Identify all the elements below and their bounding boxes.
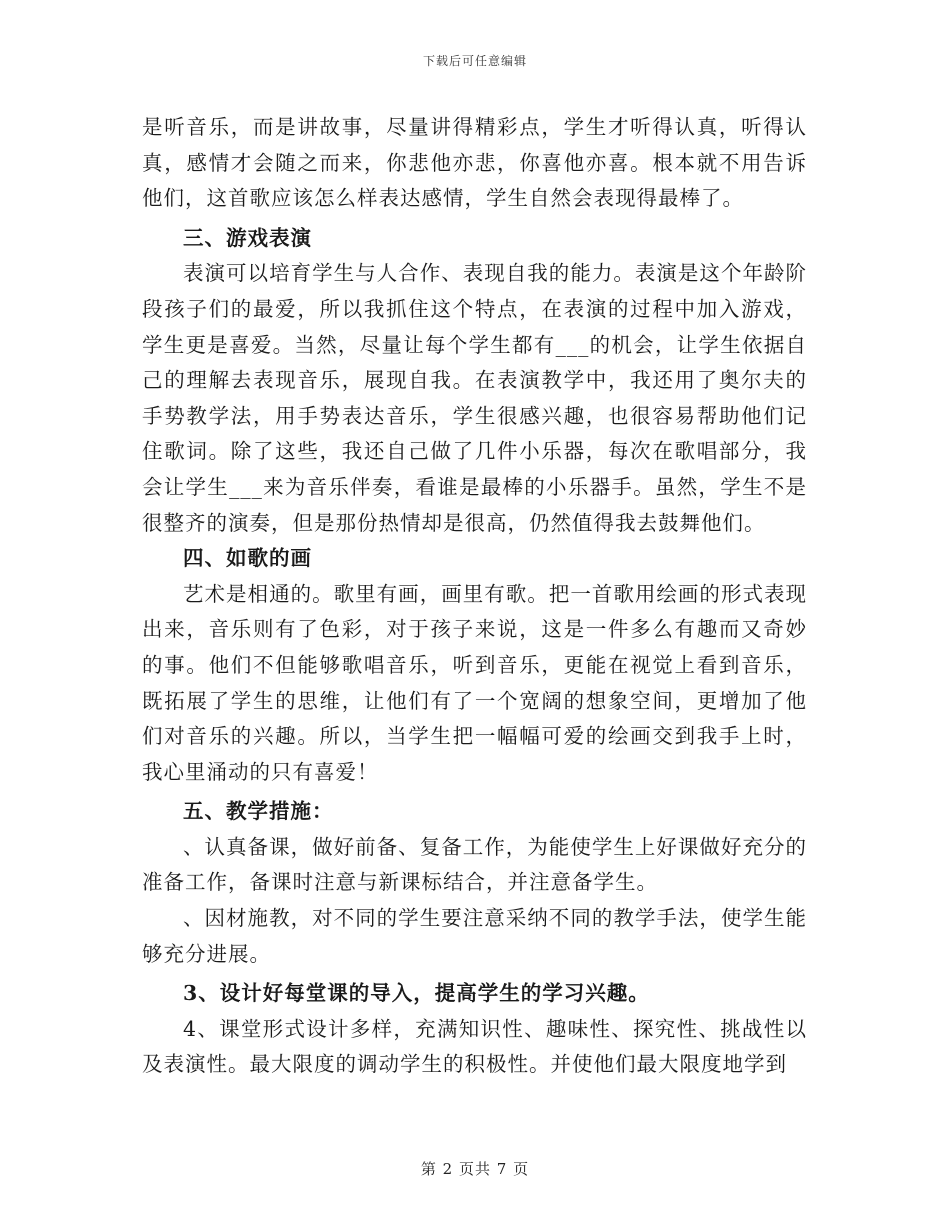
section-heading-song-painting: 四、如歌的画 <box>183 546 312 571</box>
paragraph-song-painting: 艺术是相通的。歌里有画，画里有歌。把一首歌用绘画的形式表现出来，音乐则有了色彩，对于孩子来说，这是一件多么有趣而又奇妙的事。他们不但能够歌唱音乐，听到音乐，更能在视觉上看到音乐，既拓展了学生的思维，让他们有了一个宽阔的想象空间，更增加了他们对音乐的兴趣。所以，当学生把一幅幅可爱的绘画交到我手上时，我心里涌动的只有喜爱！ <box>142 581 807 784</box>
measure-item-lesson-intro: 3、设计好每堂课的导入，提高学生的学习兴趣。 <box>183 981 650 1006</box>
section-heading-game-performance: 三、游戏表演 <box>183 225 312 250</box>
paragraph-continued: 是听音乐，而是讲故事，尽量讲得精彩点，学生才听得认真，听得认真，感情才会随之而来，你悲他亦悲，你喜他亦喜。根本就不用告诉他们，这首歌应该怎么样表达感情，学生自然会表现得最棒了。 <box>142 115 807 211</box>
measure-item-classroom-design: 4、课堂形式设计多样，充满知识性、趣味性、探究性、挑战性以及表演性。最大限度的调动学生的积极性。并使他们最大限度地学到 <box>142 1016 807 1077</box>
page-header: 下载后可任意编辑 <box>422 54 527 68</box>
measure-item-individual-teaching: 、因材施教，对不同的学生要注意采纳不同的教学手法，使学生能够充分进展。 <box>142 906 807 966</box>
measure-item-prepare-lessons: 、认真备课，做好前备、复备工作，为能使学生上好课做好充分的准备工作，备课时注意与新课标结合，并注意备学生。 <box>142 834 807 895</box>
paragraph-game-performance: 表演可以培育学生与人合作、表现自我的能力。表演是这个年龄阶段孩子们的最爱，所以我抓住这个特点，在表演的过程中加入游戏，学生更是喜爱。当然，尽量让每个学生都有___的机会，让学生依据自己的理解去表现音乐，展现自我。在表演教学中，我还用了奥尔夫的手势教学法，用手势表达音乐，学生很感兴趣，也很容易帮助他们记住歌词。除了这些，我还自己做了几件小乐器，每次在歌唱部分，我会让学生___来为音乐伴奏，看谁是最棒的小乐器手。虽然，学生不是很整齐的演奏，但是那份热情却是很高，仍然值得我去鼓舞他们。 <box>142 261 807 535</box>
section-heading-teaching-measures: 五、教学措施： <box>183 799 334 824</box>
page-number-footer: 第 2 页共 7 页 <box>420 1160 530 1178</box>
document-body <box>142 110 807 1083</box>
